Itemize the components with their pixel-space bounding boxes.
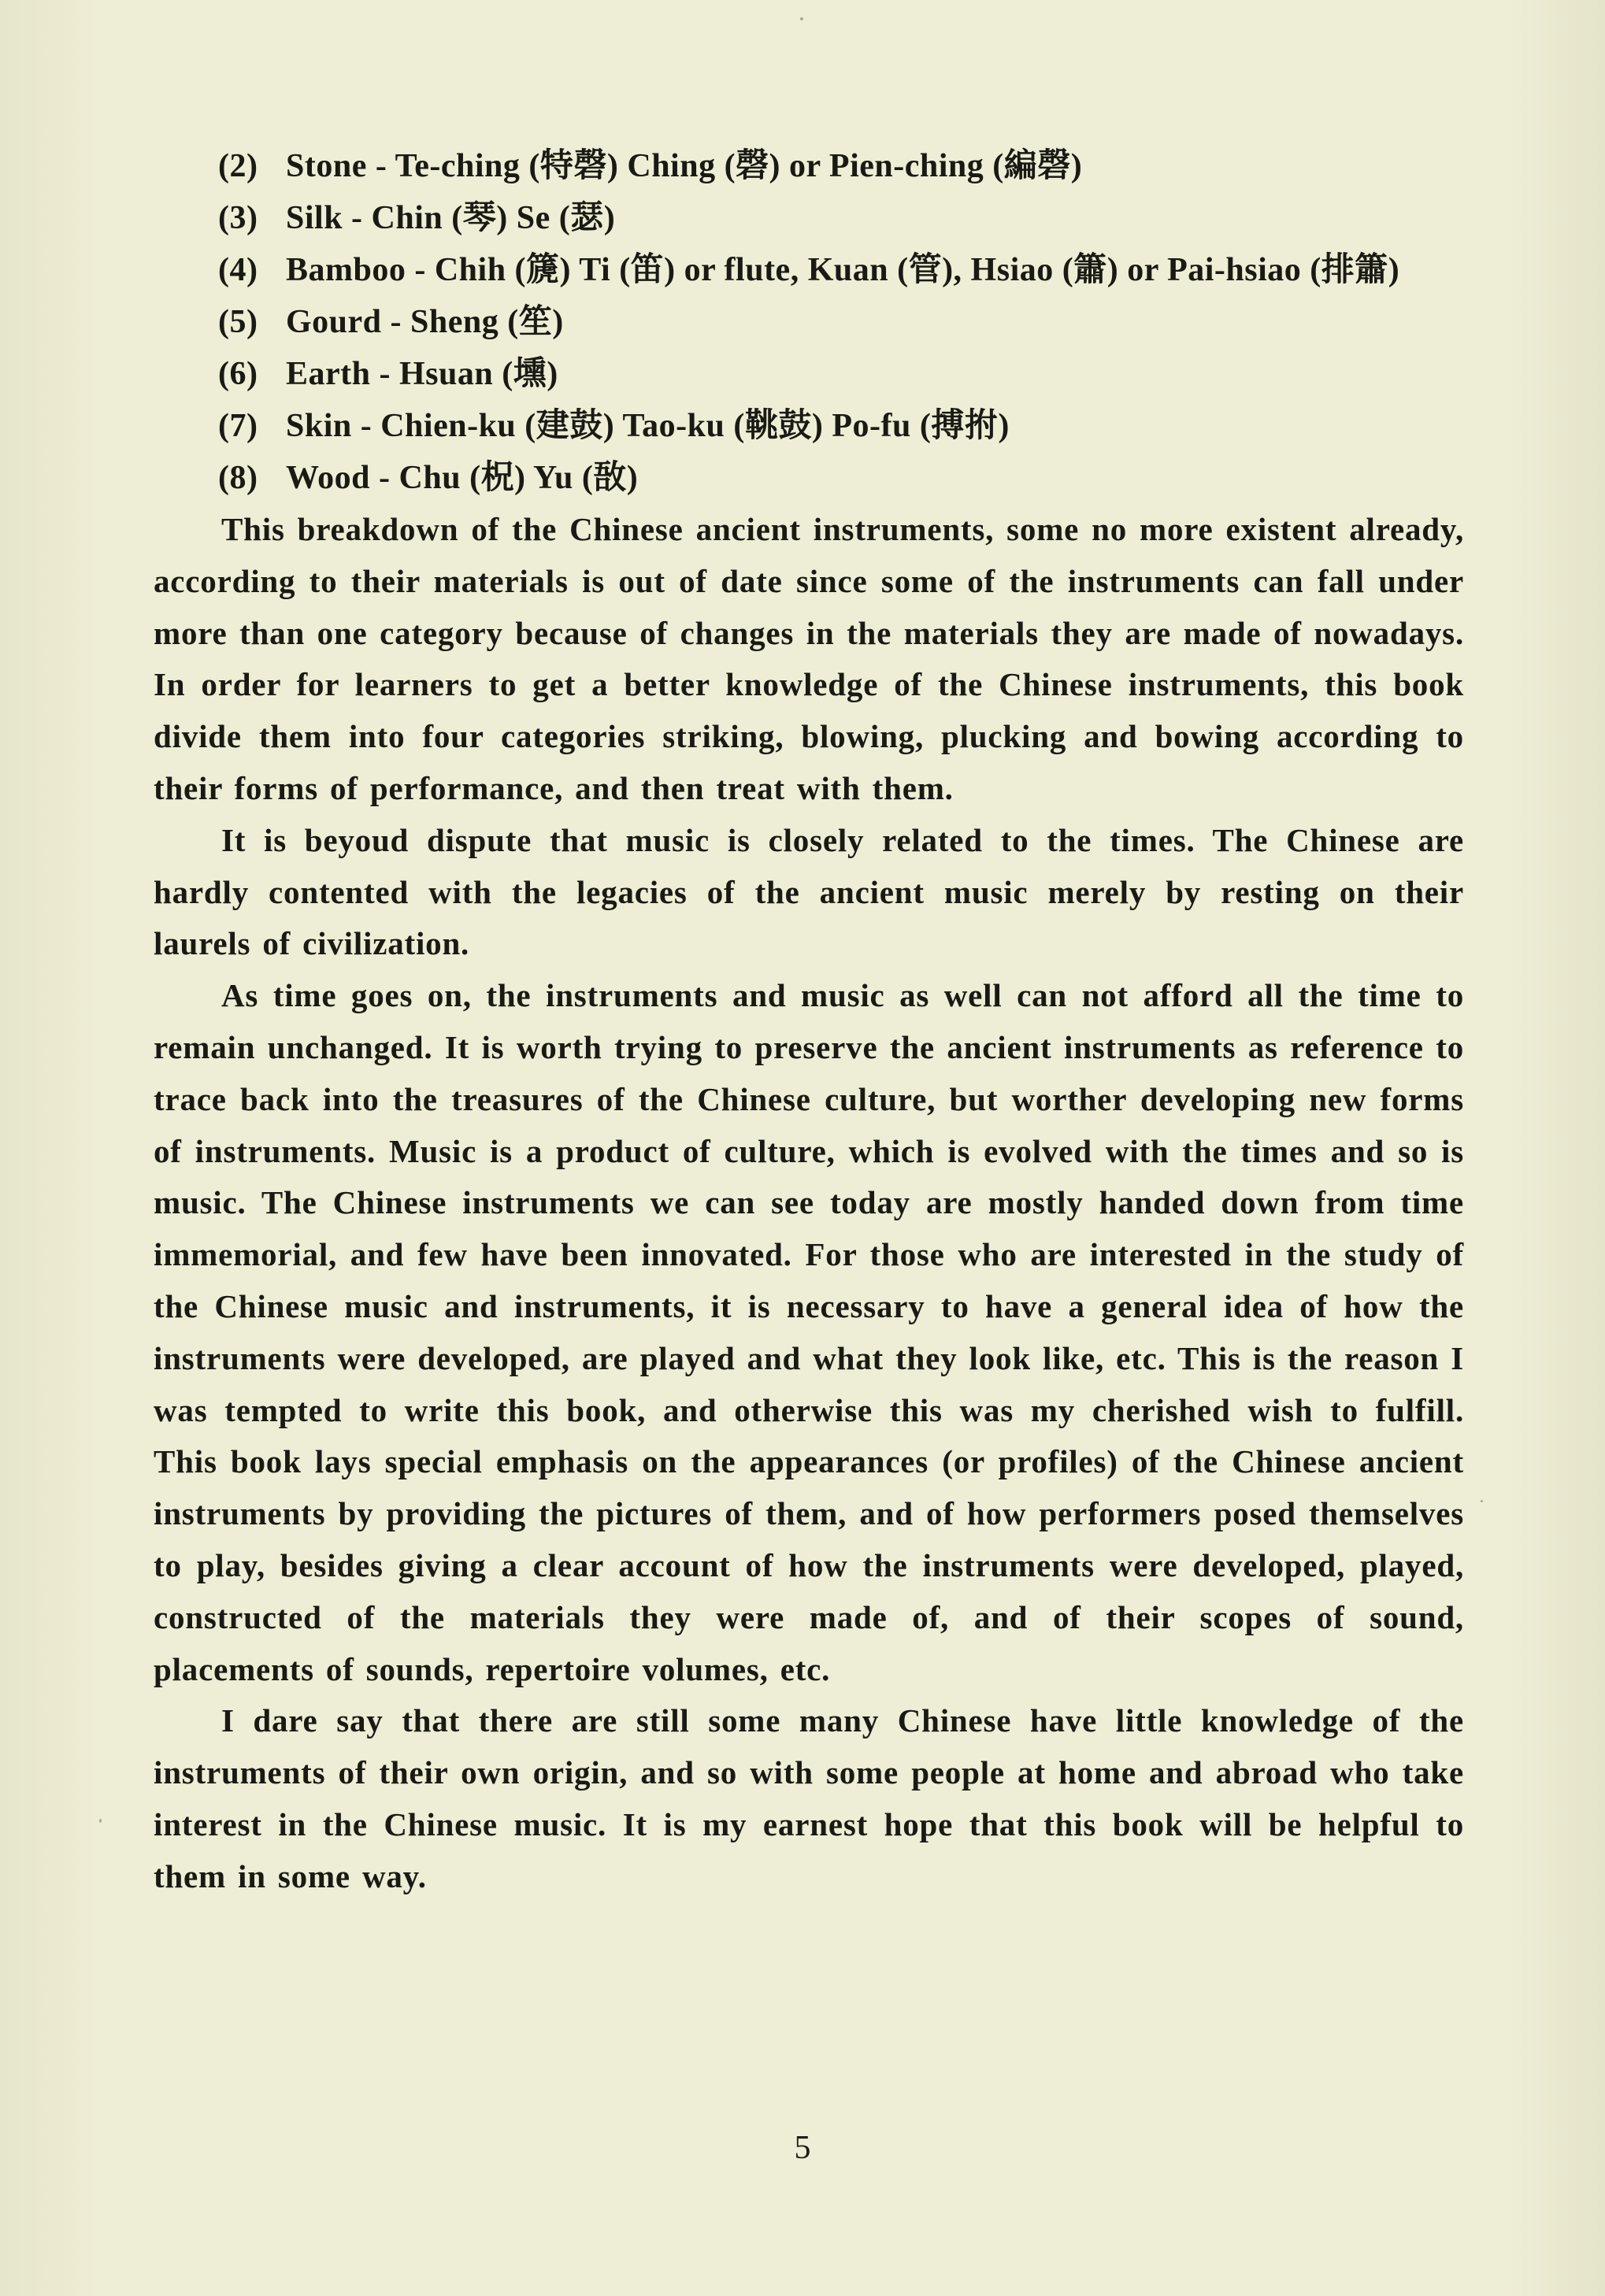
list-item-text: Gourd - Sheng (笙) [286,304,564,340]
list-item [218,244,1464,296]
list-item-text: Silk - Chin (琴) Se (瑟) [286,200,616,236]
list-item-number: (4) [218,252,258,288]
body-paragraph: This breakdown of the Chinese ancient instruments, some no more existent already, according to their materials is out of date since some of the instruments can fall under more than one category because of changes in the materials they are made of nowadays. In order for learners to get a better knowledge of the Chinese instruments, this book divide them into four categories striking, blowing, plucking and bowing according to their forms of performance, and then treat with them. [154,511,1464,806]
list-item-text: Earth - Hsuan (壎) [286,356,558,392]
body-paragraph: As time goes on, the instruments and music as well can not afford all the time to remain unchanged. It is worth trying to preserve the ancient instruments as reference to trace back into the treasures of the Chinese culture, but worther developing new forms of instruments. Music is a product of culture, which is evolved with the times and so is music. The Chinese instruments we can see today are mostly handed down from time immemorial, and few have been innovated. For those who are interested in the study of the Chinese music and instruments, it is necessary to have a general idea of how the instruments were developed, are played and what they look like, etc. This is the reason I was tempted to write this book, and otherwise this was my cherished wish to fulfill. This book lays special emphasis on the appearances (or profiles) of the Chinese ancient instruments by providing the pictures of them, and of how performers posed themselves to play, besides giving a clear account of how the instruments were developed, played, constructed of the materials they were made of, and of their scopes of sound, placements of sounds, repertoire volumes, etc. [154,977,1464,1687]
list-item [218,348,1464,400]
list-item [218,192,1464,244]
list-item [218,140,1464,192]
list-item-text: Wood - Chu (柷) Yu (敔) [286,460,639,496]
list-item [218,400,1464,452]
list-item-number: (8) [218,460,258,496]
body-paragraph: It is beyoud dispute that music is closely related to the times. The Chinese are hardly contented with the legacies of the ancient music merely by resting on their laurels of civilization. [154,821,1464,962]
paper-speck [1481,1500,1483,1502]
list-item-number: (7) [218,408,258,444]
list-item-text: Skin - Chien-ku (建鼓) Tao-ku (鞉鼓) Po-fu (搏拊) [286,408,1010,444]
list-item-number: (2) [218,148,258,184]
list-item-text: Stone - Te-ching (特磬) Ching (磬) or Pien-ching (編磬) [286,148,1083,184]
list-item-number: (5) [218,304,258,340]
paper-speck [99,1819,102,1823]
paper-speck [800,17,803,20]
list-item [218,452,1464,504]
page-content [154,140,1464,1903]
list-item [218,296,1464,348]
body-paragraph: I dare say that there are still some many Chinese have little knowledge of the instruments of their own origin, and so with some people at home and abroad who take interest in the Chinese music. It is my earnest hope that this book will be helpful to them in some way. [154,1702,1464,1894]
list-item-text: Bamboo - Chih (篪) Ti (笛) or flute, Kuan (管), Hsiao (簫) or Pai-hsiao (排簫) [286,252,1400,288]
list-item-number: (6) [218,356,258,392]
page-number: 5 [794,2130,811,2166]
list-item-number: (3) [218,200,258,236]
